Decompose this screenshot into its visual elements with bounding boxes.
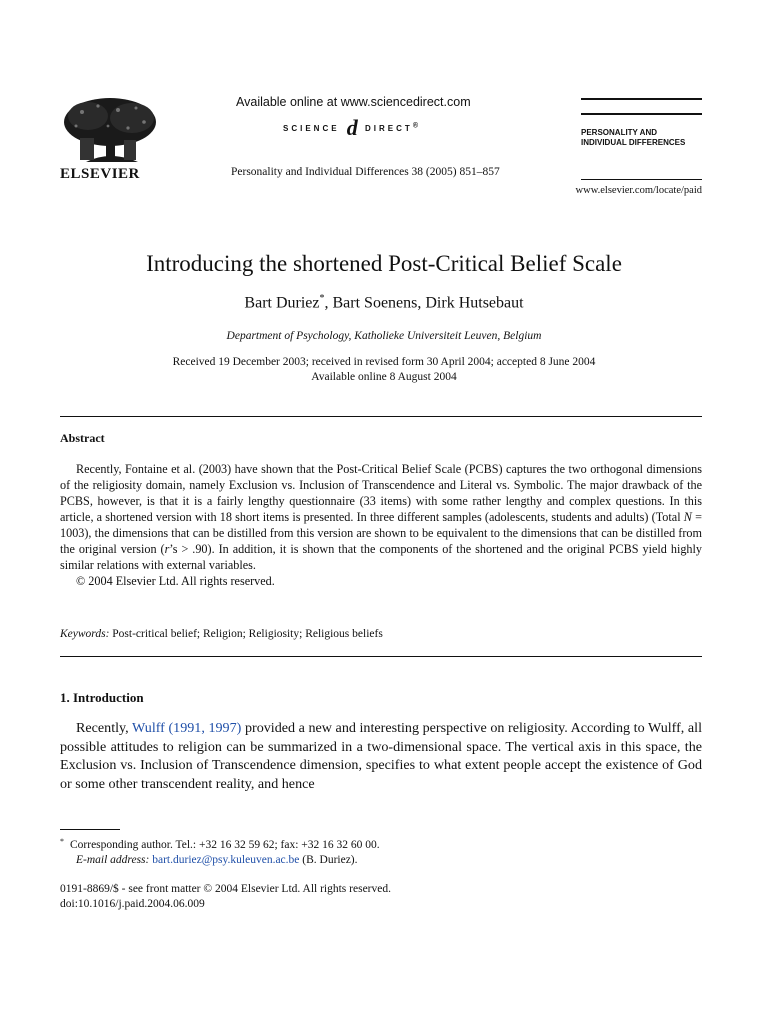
header-rule [581,113,702,115]
footnote-email-line [60,853,380,868]
footnote-rule [60,829,120,830]
abstract-text: = 1003), the dimensions that can be distilled from this version are shown to be equivalent to the dimensions that can be distilled from the original version ( [60,510,702,556]
r-symbol: r [164,542,170,556]
footnote-star: * [60,837,64,846]
abstract-body [60,461,702,589]
journal-title-line2: INDIVIDUAL DIFFERENCES [581,138,686,147]
footnote-corresponding [60,834,380,853]
article-history [0,355,768,385]
doi-line[interactable]: doi:10.1016/j.paid.2004.06.009 [60,898,205,910]
journal-title-line1: PERSONALITY AND [581,128,658,137]
author-rest: , Bart Soenens, Dirk Hutsebaut [324,294,524,312]
footnote-text: Corresponding author. Tel.: +32 16 32 59 62; fax: +32 16 32 60 00. [70,839,380,851]
header-rule [581,98,702,100]
abstract-copyright: © 2004 Elsevier Ltd. All rights reserved. [76,574,275,588]
introduction-body [60,719,702,793]
abstract-text: ’s > .90). In addition, it is shown that the components of the shortened and the original PCBS yield highly similar relations with external variables. [60,542,703,572]
abstract-heading: Abstract [60,431,105,445]
n-symbol: N [683,510,692,524]
received-dates: Received 19 December 2003; received in revised form 30 April 2004; accepted 8 June 2004 [172,356,596,368]
author-list [0,293,768,312]
publisher-logo-text: ELSEVIER [60,166,140,182]
email-suffix: (B. Duriez). [299,854,358,866]
introduction-paragraph [60,719,702,793]
keywords-list: Post-critical belief; Religion; Religiosity; Religious beliefs [112,628,383,640]
sciencedirect-logo-left: SCIENCE [283,124,340,133]
journal-reference: Personality and Individual Differences 38 (2005) 851–857 [231,166,500,178]
corresponding-author-mark[interactable]: * [319,293,325,304]
abstract-bottom-rule [60,656,702,657]
keywords-label: Keywords: [60,628,110,640]
available-online-date: Available online 8 August 2004 [311,371,457,383]
email-label: E-mail address: [76,854,150,866]
section-heading: 1. Introduction [60,690,144,705]
registered-mark: ® [412,122,418,130]
journal-url[interactable]: www.elsevier.com/locate/paid [575,185,702,196]
author-first[interactable]: Bart Duriez [244,294,320,312]
front-matter [60,882,391,912]
abstract-top-rule [60,416,702,417]
article-title: Introducing the shortened Post-Critical Belief Scale [146,251,622,276]
journal-title [581,128,685,148]
citation-link[interactable]: Wulff (1991, 1997) [132,720,242,736]
issn-line: 0191-8869/$ - see front matter © 2004 Elsevier Ltd. All rights reserved. [60,883,391,895]
sciencedirect-at-icon: d [346,115,358,140]
affiliation: Department of Psychology, Katholieke Universiteit Leuven, Belgium [226,330,542,342]
abstract-paragraph [60,461,702,573]
email-link[interactable]: bart.duriez@psy.kuleuven.ac.be [152,854,300,866]
abstract-text: Recently, Fontaine et al. (2003) have shown that the Post-Critical Belief Scale (PCBS) captures the two orthogonal dimensions of the religiosity domain, namely Exclusion vs. Inclusion of Transcendence and Literal vs. Symbolic. The major drawback of the PCBS, however, is that it is a fairly lengthy questionnaire (33 items) with some rather lengthy and complex questions. In this article, a shortened version with 18 short items is presented. In three different samples (adolescents, students and adults) (Total [60,462,702,524]
sciencedirect-logo [283,115,418,141]
header-rule [581,179,702,180]
footnote [60,834,380,868]
available-online-notice: Available online at www.sciencedirect.com [236,95,471,109]
intro-text: provided a new and interesting perspective on religiosity. According to Wulff, all possible attitudes to religion can be summarized in a two-dimensional space. The vertical axis in this space, the Exclusion vs. Inclusion of Transcendence dimension, specifies to what extent people accept the existence of God or some other transcendent reality, and hence [60,720,703,792]
sciencedirect-logo-right: DIRECT [365,124,413,133]
keywords [60,628,383,640]
intro-text: Recently, [76,720,133,736]
